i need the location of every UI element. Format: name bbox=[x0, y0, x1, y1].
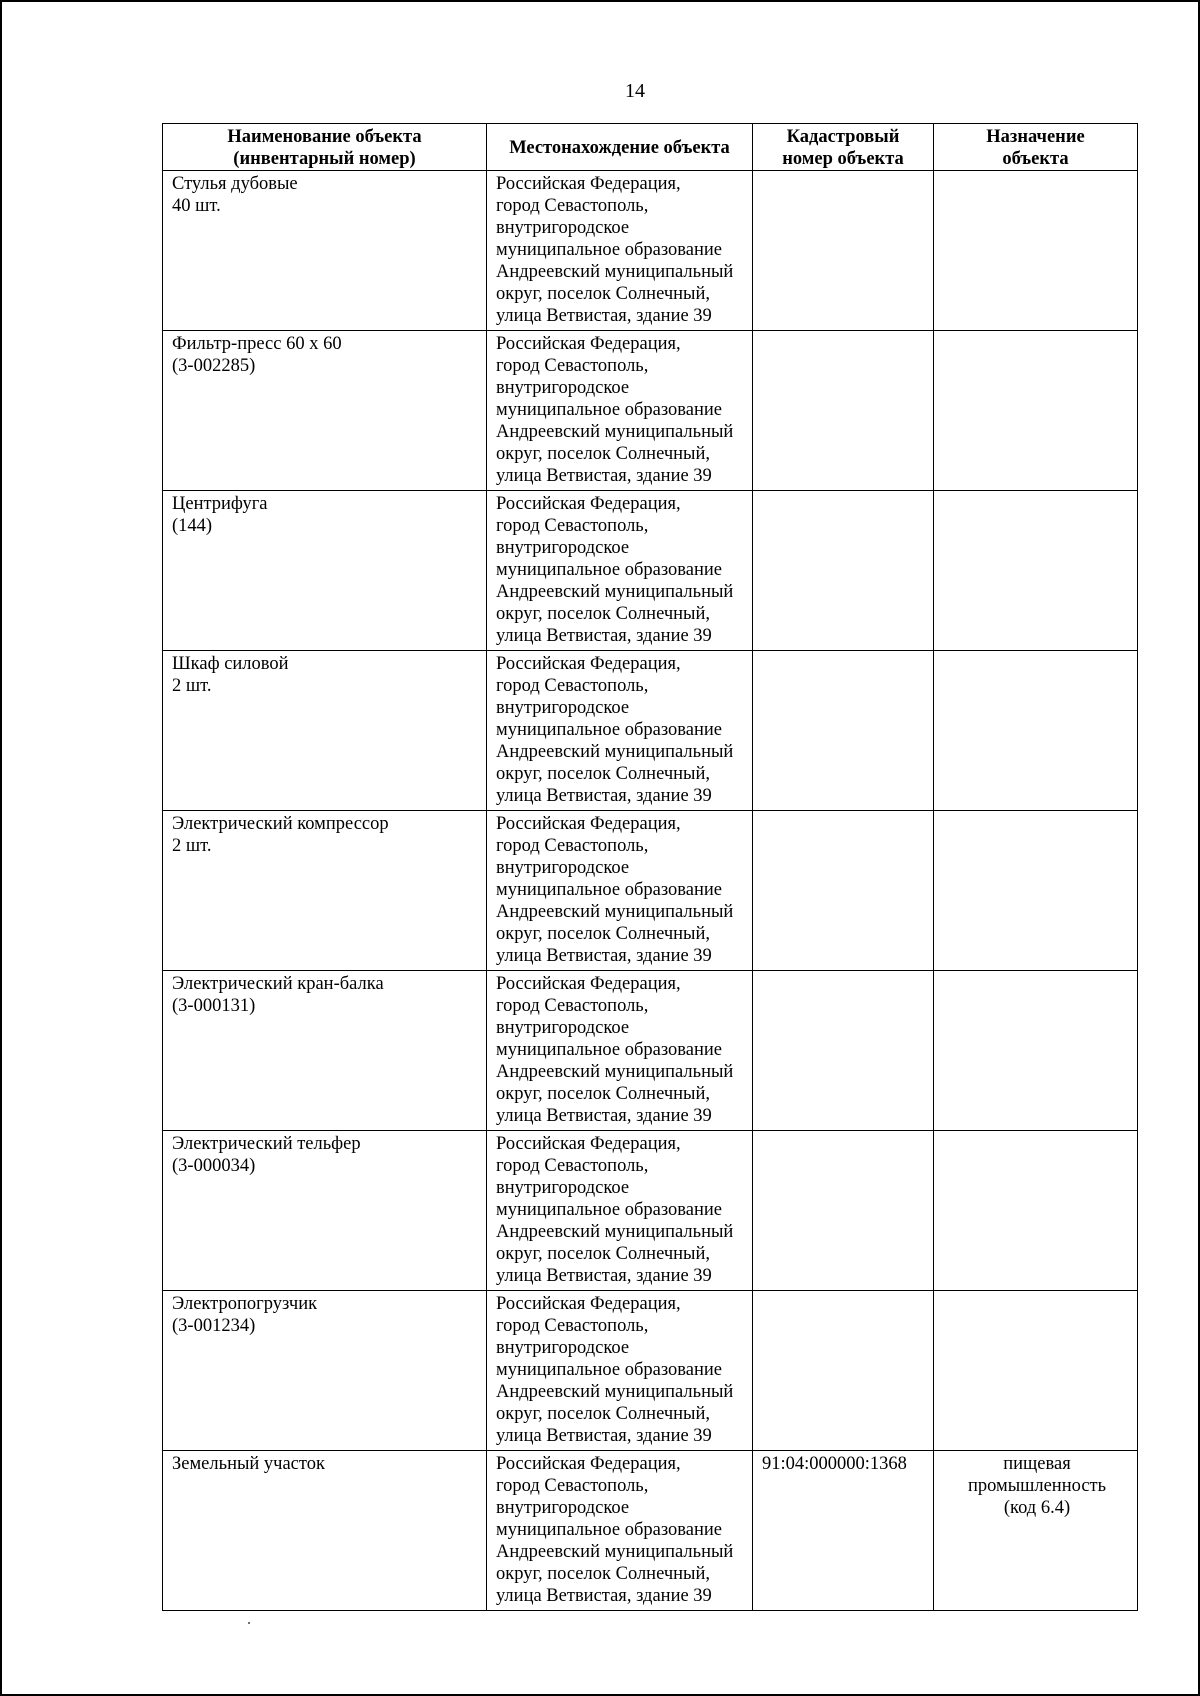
object-location-cell bbox=[487, 1451, 753, 1611]
table-header-row bbox=[163, 124, 1138, 171]
location-line: внутригородское bbox=[496, 1498, 630, 1518]
location-line: Российская Федерация, bbox=[496, 814, 681, 834]
object-name-cell bbox=[163, 1131, 487, 1291]
object-purpose-cell bbox=[934, 811, 1138, 971]
table-row bbox=[163, 1451, 1138, 1611]
header-cadastral-line1: Кадастровый bbox=[786, 127, 900, 147]
object-name: Электрический компрессор bbox=[172, 814, 389, 834]
location-line: округ, поселок Солнечный, bbox=[496, 444, 710, 464]
object-purpose-cell bbox=[934, 1451, 1138, 1611]
location-line: город Севастополь, bbox=[496, 836, 649, 856]
location-line: муниципальное образование bbox=[496, 240, 723, 260]
location-line: город Севастополь, bbox=[496, 1316, 649, 1336]
object-purpose-cell bbox=[934, 971, 1138, 1131]
location-line: внутригородское bbox=[496, 378, 630, 398]
cadastral-number-cell bbox=[753, 171, 934, 331]
table-row bbox=[163, 491, 1138, 651]
header-cadastral bbox=[753, 124, 934, 171]
object-name: Электропогрузчик bbox=[172, 1294, 318, 1314]
header-object-name-line2: (инвентарный номер) bbox=[233, 149, 416, 169]
object-inventory-number: (3-002285) bbox=[172, 356, 256, 376]
location-line: Российская Федерация, bbox=[496, 1454, 681, 1474]
location-line: внутригородское bbox=[496, 858, 630, 878]
object-name: Стулья дубовые bbox=[172, 174, 298, 194]
location-line: внутригородское bbox=[496, 1338, 630, 1358]
purpose-line: (код 6.4) bbox=[1003, 1498, 1071, 1518]
location-line: улица Ветвистая, здание 39 bbox=[496, 1586, 712, 1606]
location-line: город Севастополь, bbox=[496, 196, 649, 216]
scan-artifact-dot bbox=[248, 1622, 250, 1624]
header-object-name-line1: Наименование объекта bbox=[227, 127, 422, 147]
object-name: Фильтр-пресс 60 х 60 bbox=[172, 334, 342, 354]
object-inventory-number: 40 шт. bbox=[172, 196, 221, 216]
object-location-cell bbox=[487, 811, 753, 971]
table-row bbox=[163, 1291, 1138, 1451]
object-purpose-cell bbox=[934, 1291, 1138, 1451]
object-name-cell bbox=[163, 171, 487, 331]
object-inventory-number: 2 шт. bbox=[172, 836, 212, 856]
cadastral-number-cell bbox=[753, 1291, 934, 1451]
location-line: муниципальное образование bbox=[496, 1360, 723, 1380]
location-line: Российская Федерация, bbox=[496, 654, 681, 674]
table-row bbox=[163, 1131, 1138, 1291]
object-name: Шкаф силовой bbox=[172, 654, 289, 674]
cadastral-number-cell bbox=[753, 811, 934, 971]
cadastral-number-cell: 91:04:000000:1368 bbox=[753, 1451, 934, 1611]
object-name-cell bbox=[163, 1291, 487, 1451]
location-line: внутригородское bbox=[496, 698, 630, 718]
table-row bbox=[163, 811, 1138, 971]
location-line: Российская Федерация, bbox=[496, 334, 681, 354]
object-purpose-cell bbox=[934, 651, 1138, 811]
property-table bbox=[162, 123, 1138, 1611]
location-line: город Севастополь, bbox=[496, 676, 649, 696]
object-purpose-cell bbox=[934, 491, 1138, 651]
header-purpose bbox=[934, 124, 1138, 171]
location-line: город Севастополь, bbox=[496, 1156, 649, 1176]
location-line: Андреевский муниципальный bbox=[496, 1222, 734, 1242]
object-location-cell bbox=[487, 171, 753, 331]
object-inventory-number: (3-000034) bbox=[172, 1156, 256, 1176]
location-line: муниципальное образование bbox=[496, 1200, 723, 1220]
object-name: Электрический кран-балка bbox=[172, 974, 384, 994]
object-name: Земельный участок bbox=[172, 1454, 325, 1474]
object-name-cell bbox=[163, 651, 487, 811]
object-purpose-cell bbox=[934, 331, 1138, 491]
location-line: Российская Федерация, bbox=[496, 1294, 681, 1314]
object-inventory-number: (144) bbox=[172, 516, 213, 536]
table-body bbox=[163, 171, 1138, 1611]
table-row bbox=[163, 171, 1138, 331]
location-line: улица Ветвистая, здание 39 bbox=[496, 946, 712, 966]
purpose-line: пищевая bbox=[1003, 1454, 1071, 1474]
location-line: улица Ветвистая, здание 39 bbox=[496, 306, 712, 326]
object-location-cell bbox=[487, 971, 753, 1131]
location-line: город Севастополь, bbox=[496, 996, 649, 1016]
object-location-cell bbox=[487, 331, 753, 491]
table-row bbox=[163, 651, 1138, 811]
object-name-cell bbox=[163, 331, 487, 491]
header-purpose-line1: Назначение bbox=[986, 127, 1085, 147]
object-name-cell bbox=[163, 811, 487, 971]
location-line: муниципальное образование bbox=[496, 400, 723, 420]
object-location-cell bbox=[487, 1131, 753, 1291]
table-row bbox=[163, 971, 1138, 1131]
location-line: внутригородское bbox=[496, 1178, 630, 1198]
object-name: Центрифуга bbox=[172, 494, 268, 514]
location-line: Андреевский муниципальный bbox=[496, 902, 734, 922]
location-line: округ, поселок Солнечный, bbox=[496, 924, 710, 944]
location-line: муниципальное образование bbox=[496, 880, 723, 900]
location-line: округ, поселок Солнечный, bbox=[496, 1564, 710, 1584]
cadastral-number-cell bbox=[753, 1131, 934, 1291]
location-line: округ, поселок Солнечный, bbox=[496, 1244, 710, 1264]
location-line: округ, поселок Солнечный, bbox=[496, 1084, 710, 1104]
location-line: Андреевский муниципальный bbox=[496, 1382, 734, 1402]
location-line: муниципальное образование bbox=[496, 560, 723, 580]
location-line: округ, поселок Солнечный, bbox=[496, 1404, 710, 1424]
location-line: улица Ветвистая, здание 39 bbox=[496, 786, 712, 806]
object-name: Электрический тельфер bbox=[172, 1134, 361, 1154]
location-line: Андреевский муниципальный bbox=[496, 582, 734, 602]
purpose-line: промышленность bbox=[967, 1476, 1107, 1496]
page-number: 14 bbox=[625, 80, 645, 102]
header-purpose-line2: объекта bbox=[1002, 149, 1069, 169]
location-line: город Севастополь, bbox=[496, 516, 649, 536]
location-line: Андреевский муниципальный bbox=[496, 262, 734, 282]
object-purpose-cell bbox=[934, 1131, 1138, 1291]
location-line: внутригородское bbox=[496, 218, 630, 238]
cadastral-number-cell bbox=[753, 491, 934, 651]
location-line: улица Ветвистая, здание 39 bbox=[496, 1106, 712, 1126]
location-line: округ, поселок Солнечный, bbox=[496, 764, 710, 784]
header-location: Местонахождение объекта bbox=[487, 124, 753, 171]
location-line: муниципальное образование bbox=[496, 1040, 723, 1060]
cadastral-number-cell bbox=[753, 971, 934, 1131]
object-inventory-number: (3-001234) bbox=[172, 1316, 256, 1336]
object-name-cell bbox=[163, 1451, 487, 1611]
location-line: Российская Федерация, bbox=[496, 494, 681, 514]
object-location-cell bbox=[487, 491, 753, 651]
object-name-cell bbox=[163, 491, 487, 651]
location-line: Андреевский муниципальный bbox=[496, 1542, 734, 1562]
header-object-name bbox=[163, 124, 487, 171]
location-line: Андреевский муниципальный bbox=[496, 422, 734, 442]
object-inventory-number: (3-000131) bbox=[172, 996, 256, 1016]
object-inventory-number: 2 шт. bbox=[172, 676, 212, 696]
location-line: Российская Федерация, bbox=[496, 1134, 681, 1154]
location-line: муниципальное образование bbox=[496, 720, 723, 740]
location-line: муниципальное образование bbox=[496, 1520, 723, 1540]
object-location-cell bbox=[487, 1291, 753, 1451]
location-line: округ, поселок Солнечный, bbox=[496, 604, 710, 624]
location-line: Андреевский муниципальный bbox=[496, 1062, 734, 1082]
location-line: город Севастополь, bbox=[496, 1476, 649, 1496]
table-row bbox=[163, 331, 1138, 491]
object-purpose-cell bbox=[934, 171, 1138, 331]
location-line: улица Ветвистая, здание 39 bbox=[496, 1266, 712, 1286]
location-line: улица Ветвистая, здание 39 bbox=[496, 1426, 712, 1446]
location-line: внутригородское bbox=[496, 538, 630, 558]
location-line: Андреевский муниципальный bbox=[496, 742, 734, 762]
location-line: улица Ветвистая, здание 39 bbox=[496, 626, 712, 646]
location-line: город Севастополь, bbox=[496, 356, 649, 376]
location-line: округ, поселок Солнечный, bbox=[496, 284, 710, 304]
location-line: внутригородское bbox=[496, 1018, 630, 1038]
location-line: улица Ветвистая, здание 39 bbox=[496, 466, 712, 486]
location-line: Российская Федерация, bbox=[496, 174, 681, 194]
header-cadastral-line2: номер объекта bbox=[782, 149, 904, 169]
cadastral-number-cell bbox=[753, 331, 934, 491]
object-location-cell bbox=[487, 651, 753, 811]
object-name-cell bbox=[163, 971, 487, 1131]
cadastral-number-cell bbox=[753, 651, 934, 811]
location-line: Российская Федерация, bbox=[496, 974, 681, 994]
